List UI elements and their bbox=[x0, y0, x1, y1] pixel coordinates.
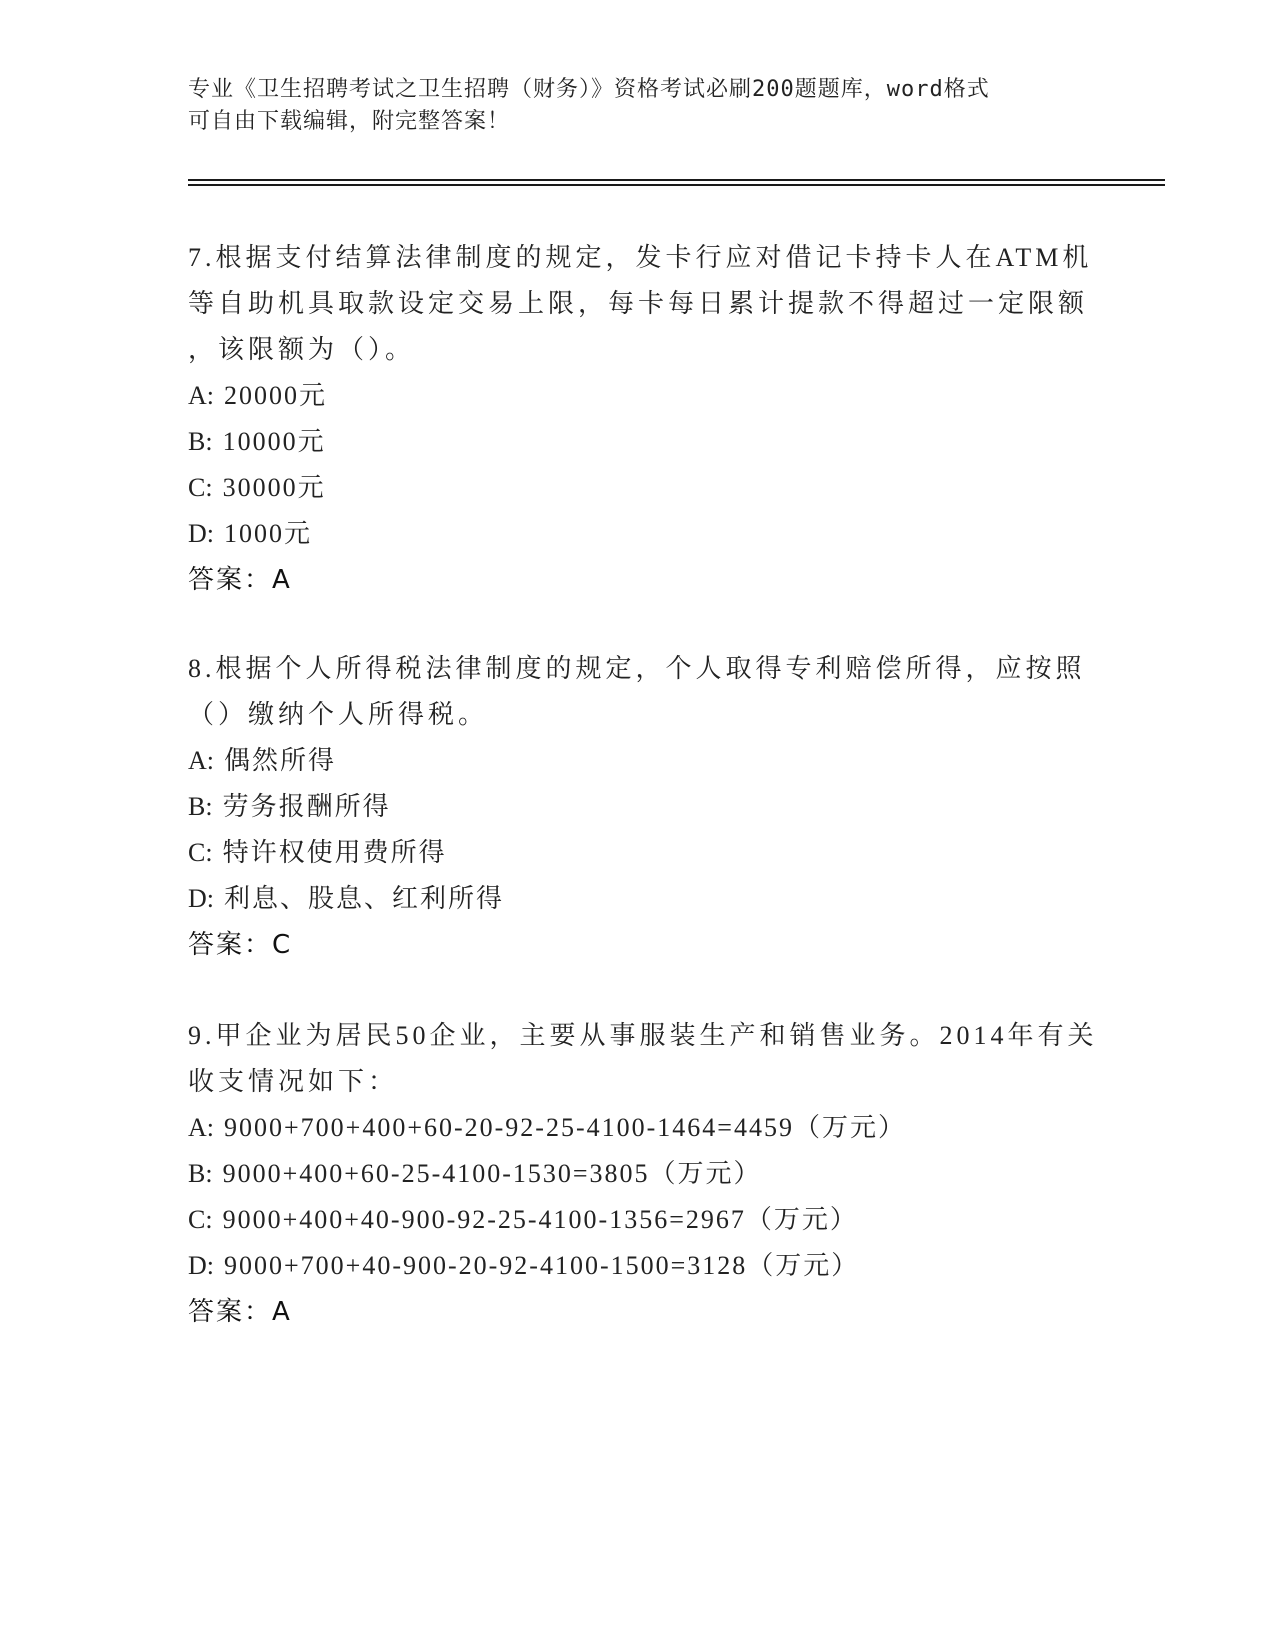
option-key: B: bbox=[188, 1159, 213, 1188]
question-stem-line: ，该限额为（）。 bbox=[188, 335, 416, 364]
option-a bbox=[188, 738, 1088, 784]
question-stem-line: （）缴纳个人所得税。 bbox=[188, 700, 489, 729]
option-text: 30000元 bbox=[222, 473, 326, 502]
answer: 答案：C bbox=[188, 930, 293, 960]
question-9 bbox=[188, 1013, 1098, 1335]
option-text: 特许权使用费所得 bbox=[222, 838, 447, 867]
header-title-line-1: 专业《卫生招聘考试之卫生招聘（财务）》资格考试必刷200题题库，word格式 bbox=[188, 77, 990, 102]
question-stem-line: 7.根据支付结算法律制度的规定，发卡行应对借记卡持卡人在ATM机 bbox=[188, 243, 1093, 272]
option-key: A: bbox=[188, 746, 214, 775]
option-b bbox=[188, 1151, 1088, 1197]
option-d bbox=[188, 876, 1088, 922]
option-key: B: bbox=[188, 427, 213, 456]
option-text: 10000元 bbox=[222, 427, 326, 456]
option-key: B: bbox=[188, 792, 213, 821]
question-stem bbox=[188, 1013, 1098, 1105]
option-b bbox=[188, 419, 1088, 465]
option-text: 9000+400+40-900-92-25-4100-1356=2967（万元） bbox=[222, 1205, 858, 1234]
option-key: A: bbox=[188, 381, 214, 410]
question-8 bbox=[188, 646, 1088, 968]
option-text: 20000元 bbox=[224, 381, 328, 410]
question-stem bbox=[188, 646, 1088, 738]
question-7 bbox=[188, 235, 1093, 603]
option-key: D: bbox=[188, 519, 214, 548]
option-d bbox=[188, 511, 1088, 557]
option-a bbox=[188, 1105, 1088, 1151]
option-key: A: bbox=[188, 1113, 214, 1142]
option-key: D: bbox=[188, 884, 214, 913]
answer: 答案：A bbox=[188, 565, 292, 595]
answer: 答案：A bbox=[188, 1297, 292, 1327]
option-c bbox=[188, 465, 1088, 511]
option-text: 1000元 bbox=[224, 519, 313, 548]
question-stem-line: 等自助机具取款设定交易上限，每卡每日累计提款不得超过一定限额 bbox=[188, 289, 1089, 318]
option-a bbox=[188, 373, 1088, 419]
option-d bbox=[188, 1243, 1088, 1289]
option-key: C: bbox=[188, 1205, 213, 1234]
option-c bbox=[188, 1197, 1088, 1243]
option-key: C: bbox=[188, 838, 213, 867]
option-text: 9000+700+40-900-20-92-4100-1500=3128（万元） bbox=[224, 1251, 860, 1280]
option-key: C: bbox=[188, 473, 213, 502]
option-text: 劳务报酬所得 bbox=[222, 792, 391, 821]
option-text: 9000+400+60-25-4100-1530=3805（万元） bbox=[222, 1159, 762, 1188]
option-key: D: bbox=[188, 1251, 214, 1280]
option-c bbox=[188, 830, 1088, 876]
option-text: 9000+700+400+60-20-92-25-4100-1464=4459（万元） bbox=[224, 1113, 906, 1142]
question-stem bbox=[188, 235, 1093, 373]
question-stem-line: 9.甲企业为居民50企业，主要从事服装生产和销售业务。2014年有关 bbox=[188, 1021, 1098, 1050]
document-header bbox=[188, 74, 1088, 138]
question-stem-line: 8.根据个人所得税法律制度的规定，个人取得专利赔偿所得，应按照 bbox=[188, 654, 1086, 683]
header-divider-thick bbox=[188, 179, 1165, 181]
question-stem-line: 收支情况如下： bbox=[188, 1067, 399, 1096]
option-b bbox=[188, 784, 1088, 830]
header-divider-thin bbox=[188, 184, 1165, 186]
option-text: 利息、股息、红利所得 bbox=[224, 884, 505, 913]
option-text: 偶然所得 bbox=[224, 746, 337, 775]
header-title-line-2: 可自由下载编辑，附完整答案！ bbox=[188, 109, 511, 134]
